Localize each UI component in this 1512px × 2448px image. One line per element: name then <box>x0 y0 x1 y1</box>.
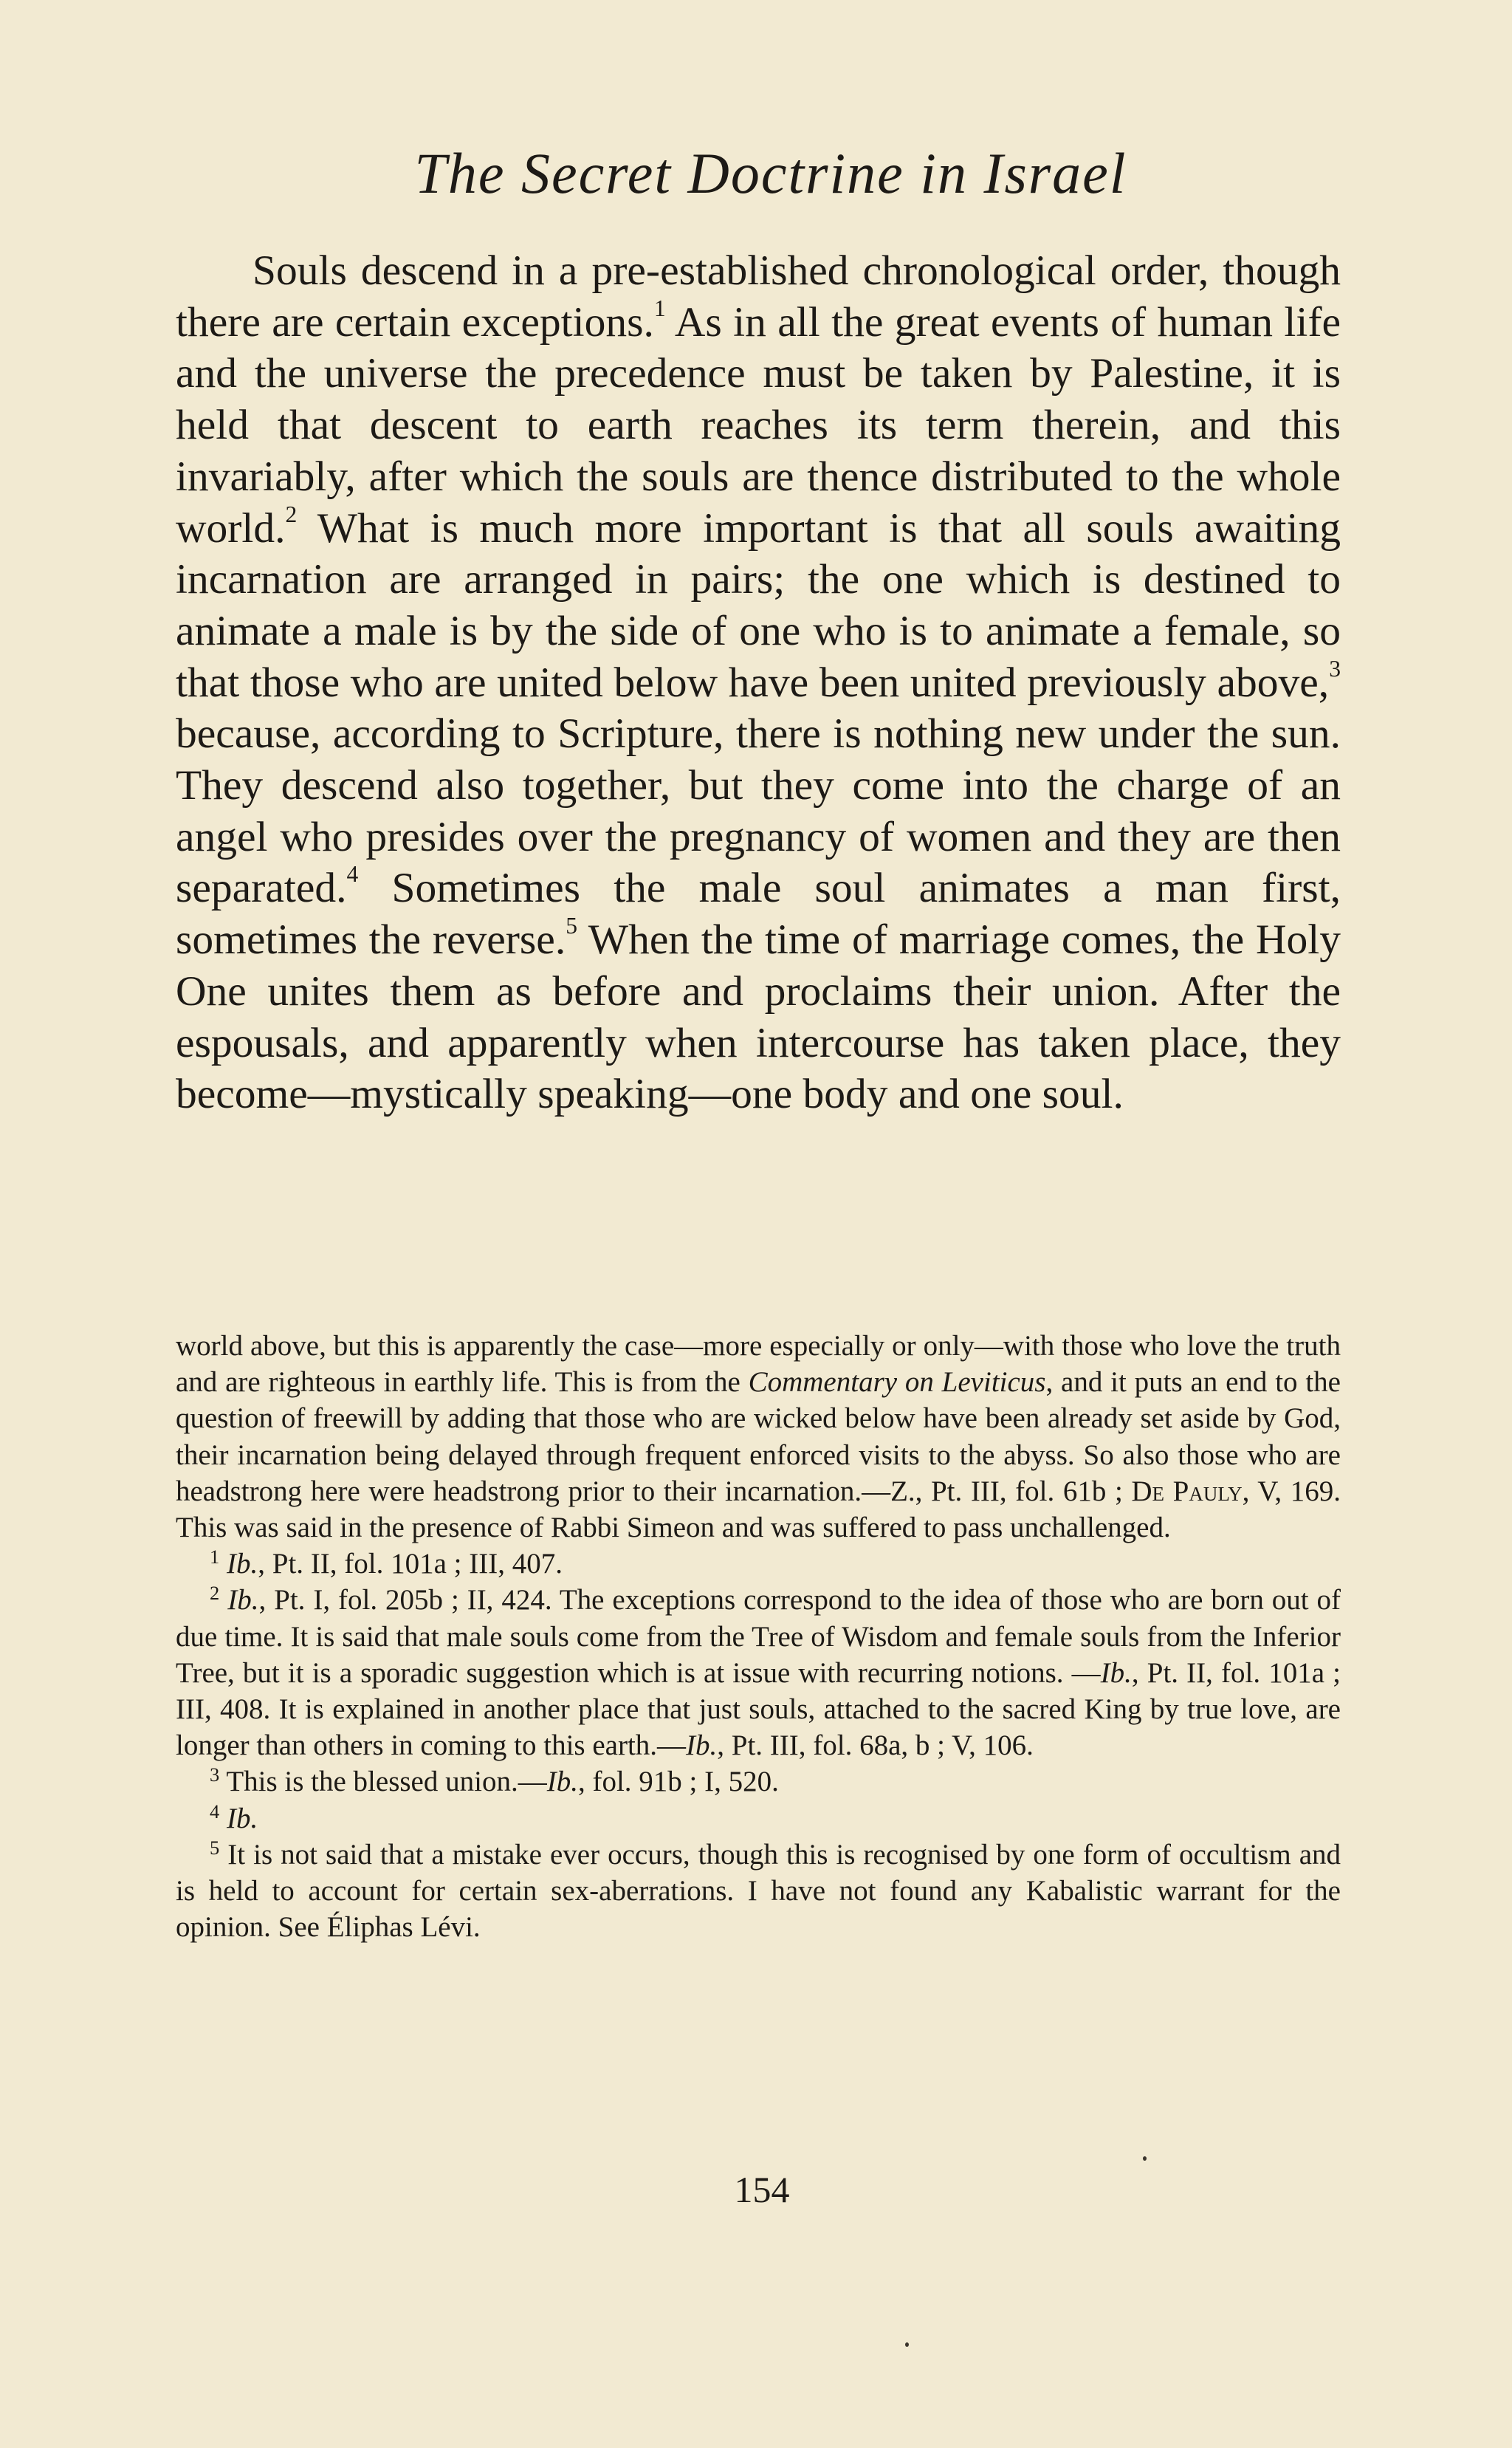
footnote-2: $^2$ Ib., Pt. I, fol. 205b ; II, 424. The exceptions correspond to the idea of those who are born out of due time. It is said that male souls come from the Tree of Wisdom and female souls from the Inferior Tree, but it is a sporadic suggestion which is at issue with recurring notions. —Ib., Pt. II, fol. 101a ; III, 408. It is explained in another place that just souls, attached to the sacred King by true love, are longer than others in coming to this earth.—Ib., Pt. III, fol. 68a, b ; V, 106. <box>176 1582 1341 1762</box>
footnote-ref: 3 <box>1329 655 1341 682</box>
footnotes <box>176 1328 1341 1945</box>
footnote-continued: world above, but this is apparently the case—more especially or only—with those who love the truth and are righteous in earthly life. This is from the Commentary on Leviticus, and it puts an end to the question of freewill by adding that those who are wicked below have been already set aside by God, their incarnation being delayed through frequent enforced visits to the abyss. So also those who are headstrong here were headstrong prior to their incarnation.—Z., Pt. III, fol. 61b ; De Pauly, V, 169. This was said in the presence of Rabbi Simeon and was suffered to pass unchallenged. <box>176 1330 1341 1544</box>
footnote-ref: 4 <box>346 861 359 888</box>
main-text <box>176 245 1341 1120</box>
page-number: 154 <box>734 2169 790 2210</box>
paper-speck <box>905 2342 909 2347</box>
paper-speck <box>1143 2156 1147 2161</box>
paragraph: Souls descend in a pre-established chronological order, though there are certain exceptions.$^1$ As in all the great events of human life and the universe the precedence must be taken by Palestine, it is held that descent to earth reaches its term therein, and this invariably, after which the souls are thence distributed to the whole world.$^2$ What is much more important is that all souls awaiting incarnation are arranged in pairs; the one which is destined to animate a male is by the side of one who is to animate a female, so that those who are united below have been united previously above,$^3$ because, according to Scripture, there is nothing new under the sun. They descend also together, but they come into the charge of an angel who presides over the pregnancy of women and they are then separated.$^4$ Sometimes the male soul animates a man first, sometimes the reverse.$^5$ When the time of marriage comes, the Holy One unites them as before and proclaims their union. After the espousals, and apparently when intercourse has taken place, they become—mystically speaking—one body and one soul. <box>176 247 1341 1118</box>
running-title: The Secret Doctrine in Israel <box>414 141 1127 205</box>
footnote-ref: 2 <box>285 501 298 527</box>
footnote-5: $^5$ It is not said that a mistake ever occurs, though this is recognised by one form of occultism and is held to account for certain sex-aberrations. I have not found any Kabalistic warrant for the opinion. See Éliphas Lévi. <box>176 1836 1341 1944</box>
footnote-1: $^1$ Ib., Pt. II, fol. 101a ; III, 407. <box>210 1545 563 1580</box>
footnote-3: $^3$ This is the blessed union.—Ib., fol. 91b ; I, 520. <box>210 1763 779 1798</box>
footnote-ref: 1 <box>653 295 666 321</box>
footnote-ref: 5 <box>566 913 578 939</box>
footnote-4: $^4$ Ib. <box>210 1800 258 1834</box>
